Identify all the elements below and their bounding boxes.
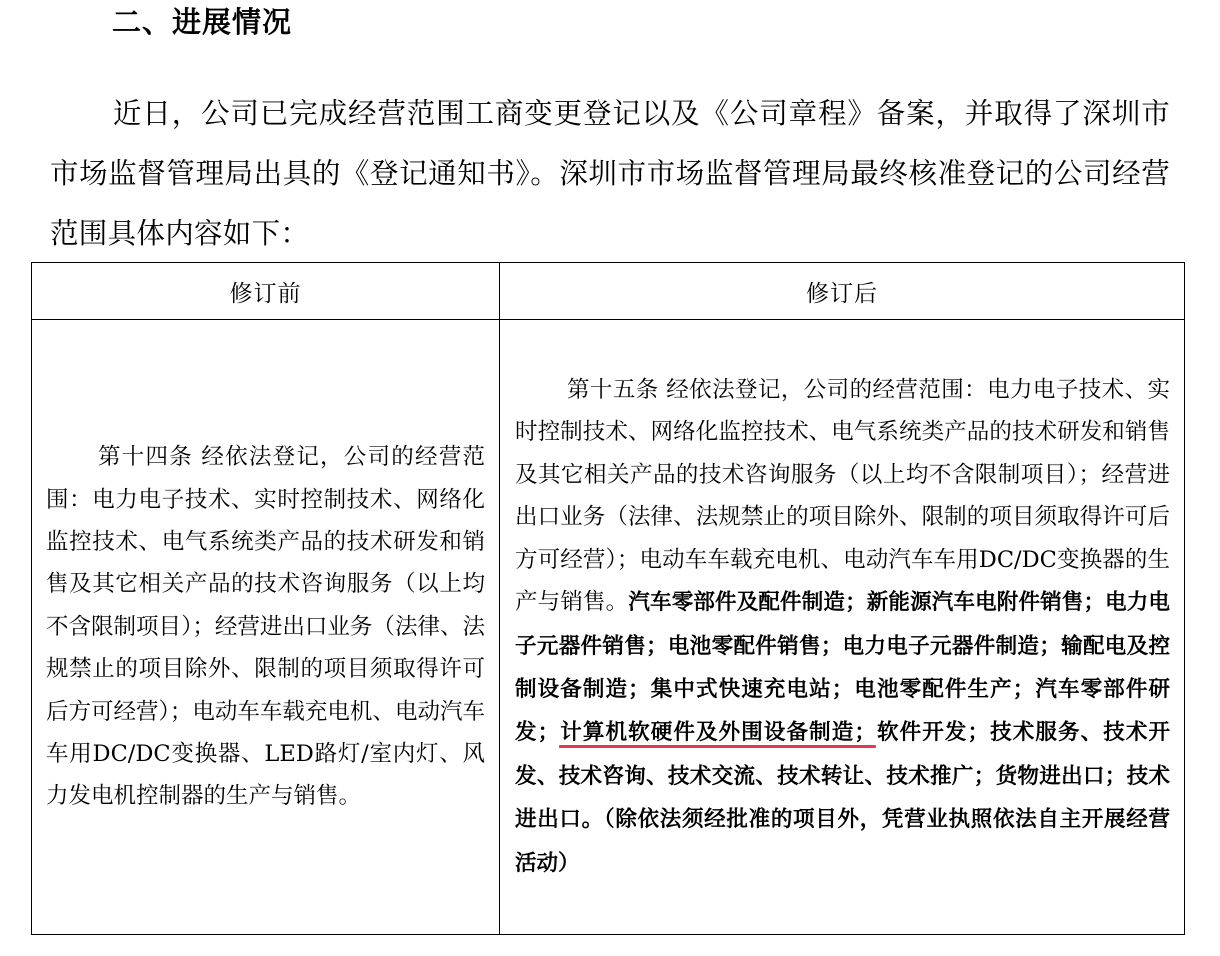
after-bold-text-2: 软件开发；技术服务、技术开发、技术咨询、技术交流、技术转让、技术推广；货物进出口；技术进出口。（除依法须经批准的项目外，凭营业执照依法自主开展经营活动） [515, 720, 1170, 876]
before-scope-text: 第十四条 经依法登记，公司的经营范围：电力电子技术、实时控制技术、网络化监控技术、电气系统类产品的技术研发和销售及其它相关产品的技术咨询服务（以上均不含限制项目）；经营进出口业务（法律、法规禁止的项目除外、限制的项目须取得许可后方可经营）；电动车车载充电机、电动汽车车用DC/DC变换器、LED路灯/室内灯、风力发电机控制器的生产与销售。 [46, 444, 485, 810]
after-plain-text: 第十五条 经依法登记，公司的经营范围：电力电子技术、实时控制技术、网络化监控技术、电气系统类产品的技术研发和销售及其它相关产品的技术咨询服务（以上均不含限制项目）；经营进出口业务（法律、法规禁止的项目除外、限制的项目须取得许可后方可经营）；电动车车载充电机、电动汽车车用DC/DC变换器的生产与销售。 [515, 377, 1170, 616]
cell-before [32, 320, 500, 935]
after-scope-text [500, 369, 1184, 885]
cell-after [500, 320, 1185, 935]
after-bold-text-1: 汽车零部件及配件制造；新能源汽车电附件销售；电力电子元器件销售；电池零配件销售；电力电子元器件制造；输配电及控制设备制造；集中式快速充电站；电池零配件生产；汽车零部件研发； [515, 590, 1170, 746]
highlighted-text: 计算机软硬件及外围设备制造； [559, 720, 876, 746]
header-before: 修订前 [32, 263, 500, 320]
table-row [32, 320, 1185, 935]
section-heading: 二、进展情况 [112, 5, 293, 39]
intro-paragraph: 近日，公司已完成经营范围工商变更登记以及《公司章程》备案，并取得了深圳市市场监督管理局出具的《登记通知书》。深圳市市场监督管理局最终核准登记的公司经营范围具体内容如下： [50, 97, 1170, 250]
scope-comparison-table [31, 262, 1185, 935]
header-after: 修订后 [500, 263, 1185, 320]
table-header-row [32, 263, 1185, 320]
